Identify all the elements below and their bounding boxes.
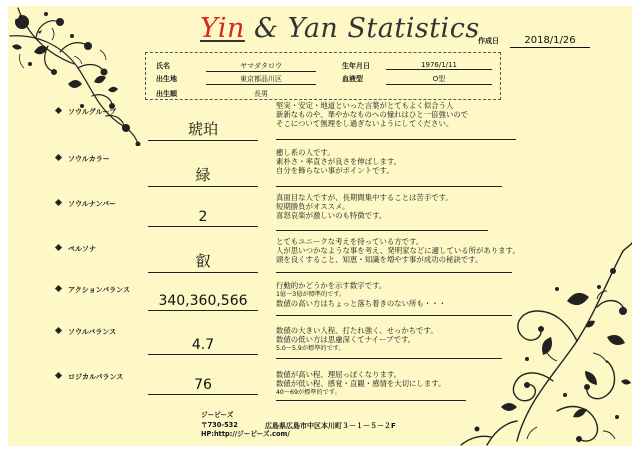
- desc-line: 数値が高い程、理屈っぽくなります。: [276, 370, 402, 379]
- desc-line: 喜怒哀楽が激しいのも特徴です。: [276, 211, 387, 220]
- birth-date-value: 1976/1/11: [386, 61, 492, 70]
- row-label-text: ソウルグループ: [68, 108, 117, 116]
- desc-line: 1億～3億が標準的です。: [276, 291, 346, 298]
- desc-line: 真面目な人ですが、長期間集中することは苦手です。: [276, 193, 453, 202]
- row-desc-soul-balance: [276, 326, 438, 353]
- row-label-text: ペルソナ: [68, 245, 96, 253]
- birthplace-value: 東京都品川区: [206, 74, 316, 85]
- desc-line: 頭を良くすること、知恵・知識を増やす事が成功の秘訣です。: [276, 255, 483, 264]
- title-logo: [200, 12, 480, 46]
- desc-line: 自分を飾らない事がポイントです。: [276, 166, 394, 175]
- diamond-bullet-icon: [55, 154, 62, 161]
- birth-date-label: 生年月日: [342, 62, 370, 70]
- diamond-bullet-icon: [55, 244, 62, 251]
- stat-sheet: [8, 6, 632, 446]
- row-label-persona: [56, 244, 96, 254]
- row-label-text: ロジカルバランス: [68, 373, 124, 381]
- desc-line: 40～69が標準的です。: [276, 389, 341, 396]
- desc-line: そこについて無理をし過ぎないようにしてください。: [276, 119, 454, 128]
- row-value-soul-number: 2: [148, 209, 258, 227]
- divider-line: [276, 230, 488, 231]
- company-address: 広島県広島市中区本川町３－１－５－２F: [265, 422, 396, 430]
- birth-order-label: 出生順: [156, 90, 177, 98]
- profile-box: [145, 52, 501, 100]
- created-date-value: 2018/1/26: [510, 35, 590, 48]
- divider-line: [276, 139, 516, 140]
- desc-line: 人が思いつかなような事を考え、発明家などに適している所があります。: [276, 246, 520, 255]
- birthplace-label: 出生地: [156, 75, 177, 83]
- divider-line: [276, 358, 502, 359]
- diamond-bullet-icon: [55, 199, 62, 206]
- desc-line: 短期勝負がオススメ。: [276, 202, 350, 211]
- row-value-soul-color: 緑: [148, 164, 258, 187]
- row-value-soul-balance: 4.7: [148, 337, 258, 355]
- desc-line: 数値の低い方は思慮深くてナイーブです。: [276, 335, 416, 344]
- desc-line: 堅実・安定・地道といった言葉がとてもよく似合う人: [276, 101, 454, 110]
- divider-line: [276, 315, 512, 316]
- desc-line: 数値の高い方はちょっと落ち着きのない所も・・・: [276, 299, 446, 308]
- row-desc-action-balance: [276, 281, 446, 308]
- row-label-text: アクションバランス: [68, 286, 130, 294]
- title-yan: Yan: [287, 13, 339, 44]
- row-label-logical-balance: [56, 372, 123, 382]
- desc-line: 5.0～5.9が標準的です。: [276, 345, 345, 352]
- row-label-soul-color: [56, 154, 110, 164]
- row-label-soul-balance: [56, 327, 116, 337]
- row-value-action-balance: 340,360,566: [148, 293, 258, 311]
- row-desc-soul-number: [276, 193, 453, 220]
- desc-line: とてもユニークな考えを持っている方です。: [276, 237, 424, 246]
- desc-line: 新新なものや、華やかなものへの憧れはひと一倍強いので: [276, 110, 469, 119]
- name-label: 氏名: [156, 62, 170, 70]
- divider-line: [276, 400, 466, 401]
- row-label-text: ソウルバランス: [68, 328, 117, 336]
- row-desc-soul-group: [276, 101, 468, 128]
- row-desc-logical-balance: [276, 370, 445, 397]
- homepage-url: HP:http://ジーピーズ.com/: [201, 430, 290, 438]
- row-label-action-balance: [56, 285, 130, 295]
- postal-code: 〒730-532: [201, 420, 238, 429]
- floral-ornament-top-left-icon: [8, 6, 148, 146]
- divider-line: [276, 272, 512, 273]
- blood-type-label: 血液型: [342, 75, 363, 83]
- row-value-persona: 叡: [148, 250, 258, 273]
- desc-line: 行動的かどうかを示す数字です。: [276, 281, 387, 290]
- row-desc-persona: [276, 237, 520, 264]
- diamond-bullet-icon: [55, 285, 62, 292]
- company-name: ジーピーズ: [201, 411, 234, 419]
- row-value-logical-balance: 76: [148, 377, 258, 395]
- title-statistics: Statistics: [347, 13, 480, 44]
- desc-line: 素朴さ・率直さが良さを伸ばします。: [276, 157, 402, 166]
- created-date-label: 作成日: [478, 37, 499, 45]
- desc-line: 数値の大きい人程、打たれ強く、せっかちです。: [276, 326, 438, 335]
- row-label-soul-number: [56, 199, 116, 209]
- diamond-bullet-icon: [55, 327, 62, 334]
- birth-order-value: 長男: [254, 90, 268, 98]
- row-value-soul-group: 琥珀: [148, 118, 258, 141]
- desc-line: 癒し系の人です。: [276, 148, 335, 157]
- blood-type-value: O型: [386, 74, 492, 85]
- row-desc-soul-color: [276, 148, 401, 175]
- diamond-bullet-icon: [55, 372, 62, 379]
- row-label-soul-group: [56, 107, 116, 117]
- desc-line: 数値が低い程、感覚・直観・感情を大切にします。: [276, 379, 446, 388]
- name-value: ヤマダタロウ: [206, 61, 316, 72]
- diamond-bullet-icon: [55, 107, 62, 114]
- row-label-text: ソウルカラー: [68, 155, 110, 163]
- divider-line: [276, 186, 502, 187]
- title-yin: Yin: [200, 13, 245, 44]
- title-ampersand: &: [253, 13, 279, 44]
- row-label-text: ソウルナンバー: [68, 200, 116, 208]
